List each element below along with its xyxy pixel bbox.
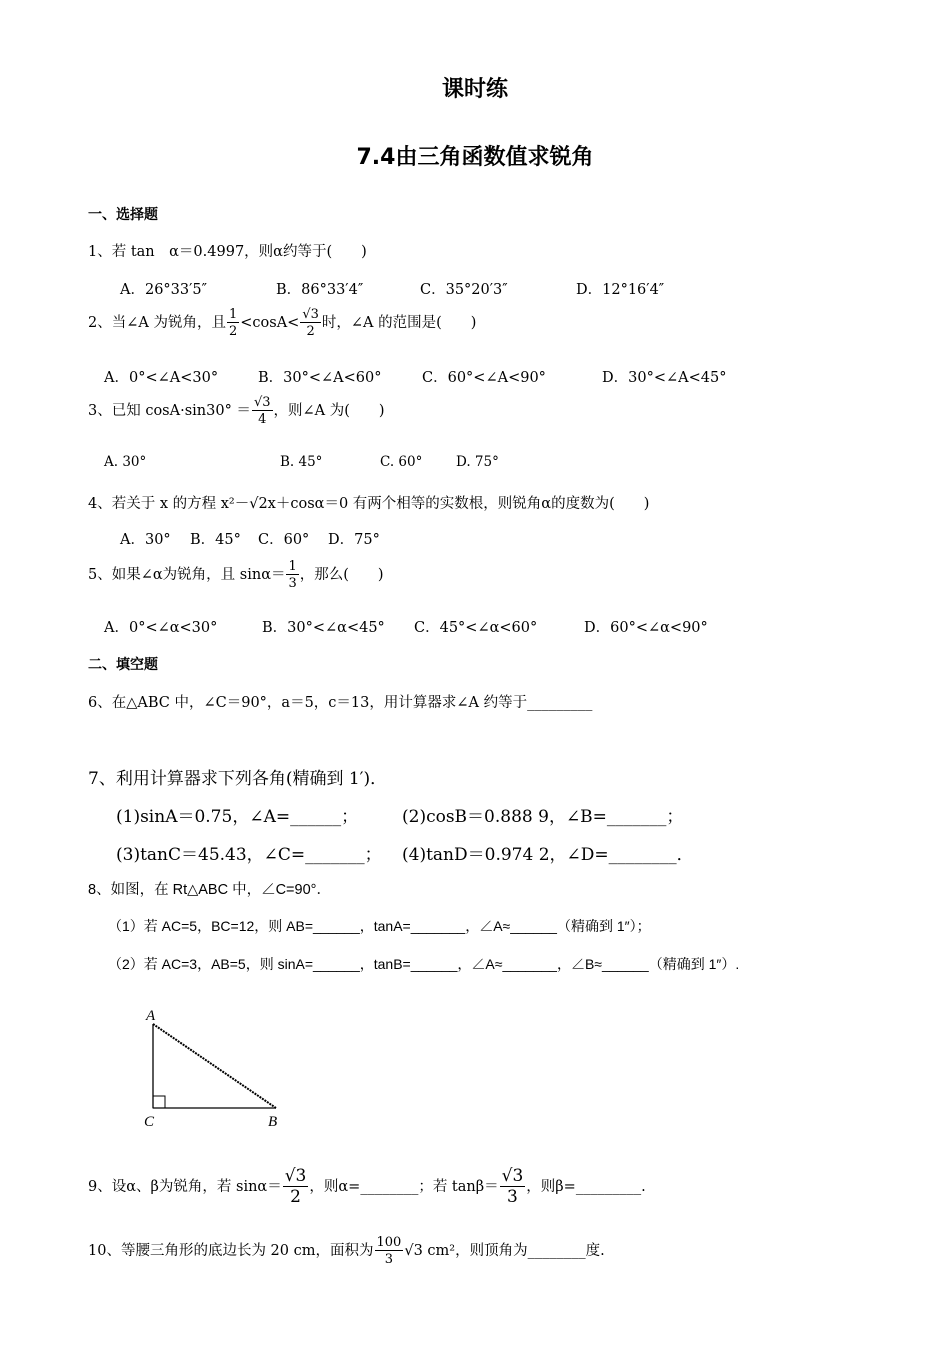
side-ab: [153, 1024, 276, 1108]
q9-fraction-2: $\frac{√3}{3}$: [501, 1166, 524, 1207]
q8-part-1: （1）若 AC=5，BC=12，则 AB=______，tanA=_______，∠A≈______（精确到 1″）；: [108, 918, 651, 934]
q3-option-d: D. 75°: [456, 454, 499, 470]
question-6: 6、在△ABC 中，∠C＝90°，a＝5，c＝13，用计算器求∠A 约等于_________: [88, 695, 593, 711]
q3-fraction: $\frac{√3}{4}$: [253, 395, 271, 427]
q5-pre: 5、如果∠α为锐角，且 sinα＝: [88, 567, 286, 583]
q10-post: ，则顶角为________度.: [455, 1243, 605, 1259]
question-3: [88, 396, 385, 426]
q3-option-c: C. 60°: [380, 454, 423, 470]
question-4: 4、若关于 x 的方程 x²－√2x＋cosα＝0 有两个相等的实数根，则锐角α的度数为( ): [88, 496, 650, 512]
q4-option-c: C．60°: [258, 532, 310, 548]
question-2: [88, 308, 476, 338]
q5-option-c: C．45°<∠α<60°: [414, 620, 538, 636]
q9-mid: ，则α=________；若 tanβ＝: [309, 1179, 499, 1195]
q7-part-3: (3)tanC＝45.43，∠C=_______；: [116, 845, 382, 865]
right-angle-mark: [153, 1096, 165, 1108]
q10-fraction: $\frac{100}{3}$: [376, 1235, 402, 1267]
q4-option-b: B．45°: [190, 532, 241, 548]
q4-option-d: D．75°: [328, 532, 380, 548]
q1-option-d: D．12°16′4″: [576, 282, 665, 298]
q1-option-a: A．26°33′5″: [120, 282, 208, 298]
q9-fraction-1: $\frac{√3}{2}$: [284, 1166, 307, 1207]
q7-part-2: (2)cosB＝0.888 9，∠B=_______；: [402, 807, 684, 827]
label-a: A: [146, 1008, 156, 1024]
q2-mid: <cosA<: [240, 315, 300, 331]
q8-part-2: （2）若 AC=3，AB=5，则 sinA=______，tanB=______，∠A≈_______，∠B≈______（精确到 1″）.: [108, 956, 740, 972]
question-7: 7、利用计算器求下列各角(精确到 1′)．: [88, 769, 388, 789]
q5-post: ，那么( ): [299, 567, 384, 583]
page-title: 课时练: [441, 77, 508, 102]
q2-option-d: D．30°<∠A<45°: [602, 370, 727, 386]
q3-pre: 3、已知 cosA·sin30° ＝: [88, 403, 251, 419]
q2-option-a: A．0°<∠A<30°: [104, 370, 219, 386]
q5-option-d: D．60°<∠α<90°: [584, 620, 708, 636]
question-9: [88, 1168, 646, 1206]
question-10: [88, 1236, 605, 1266]
question-8: 8、如图，在 Rt△ABC 中，∠C=90°．: [88, 882, 331, 898]
q1-option-c: C．35°20′3″: [420, 282, 508, 298]
page-subtitle: 7.4由三角函数值求锐角: [356, 145, 594, 170]
q2-option-c: C．60°<∠A<90°: [422, 370, 546, 386]
q3-option-a: A. 30°: [104, 454, 147, 470]
q3-option-b: B. 45°: [280, 454, 323, 470]
q10-mid: √3 cm²: [404, 1243, 456, 1259]
q2-fraction-2: $\frac{√3}{2}$: [302, 307, 319, 339]
q1-option-b: B．86°33′4″: [276, 282, 364, 298]
q5-fraction: $\frac{1}{3}$: [288, 559, 297, 591]
q9-pre: 9、设α、β为锐角，若 sinα＝: [88, 1179, 282, 1195]
section-choice: 一、选择题: [88, 207, 158, 223]
q7-part-4: (4)tanD＝0.974 2，∠D=________．: [402, 845, 694, 865]
q7-part-1: (1)sinA＝0.75，∠A=______；: [116, 807, 359, 827]
q2-pre: 2、当∠A 为锐角，且: [88, 315, 226, 331]
q2-fraction-1: $\frac{1}{2}$: [228, 307, 238, 339]
q2-option-b: B．30°<∠A<60°: [258, 370, 382, 386]
q5-option-b: B．30°<∠α<45°: [262, 620, 385, 636]
q5-option-a: A．0°<∠α<30°: [104, 620, 218, 636]
right-triangle-figure: [140, 1000, 300, 1132]
section-fill: 二、填空题: [88, 657, 158, 673]
q10-pre: 10、等腰三角形的底边长为 20 cm，面积为: [88, 1243, 374, 1259]
q4-option-a: A．30°: [120, 532, 171, 548]
question-1: 1、若 tan α＝0.4997，则α约等于( ): [88, 244, 367, 260]
q3-post: ，则∠A 为( ): [273, 403, 385, 419]
question-5: [88, 560, 384, 590]
q2-post: 时，∠A 的范围是( ): [321, 315, 477, 331]
label-c: C: [144, 1114, 155, 1130]
label-b: B: [268, 1114, 278, 1130]
q9-post: ，则β=_________.: [526, 1179, 646, 1195]
